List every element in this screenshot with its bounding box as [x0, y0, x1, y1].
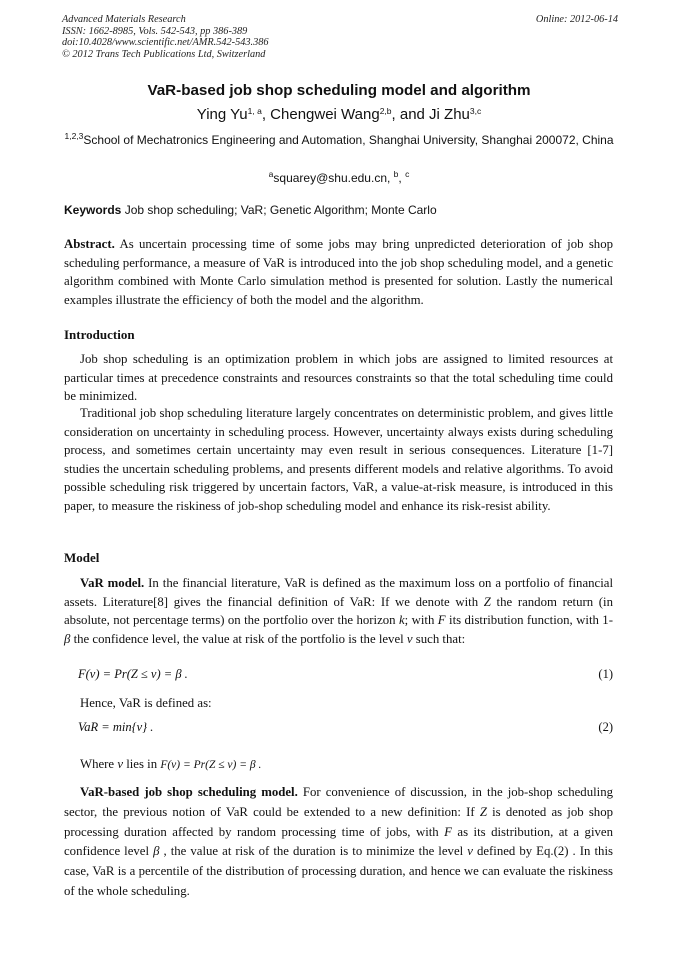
math-var: F	[444, 824, 452, 839]
author-emails	[40, 171, 638, 185]
equation-body: VaR = min{v} .	[78, 720, 154, 734]
author-list	[40, 106, 638, 123]
email-mark: c	[405, 169, 410, 179]
math-var: F	[437, 613, 446, 627]
paragraph-text: as its distribution, at a given confidence level	[64, 824, 613, 859]
math-var: Z	[479, 804, 487, 819]
math-var: v	[406, 631, 413, 646]
keywords	[64, 203, 614, 217]
intro-paragraph-1: Job shop scheduling is an optimization problem in which jobs are assigned to limited resources at particular times at precedence constraints and resources constraints so that the total scheduling time could be minimized.	[64, 352, 613, 403]
paragraph-text: is denoted as job shop processing duration affected by random processing time of jobs, with	[64, 804, 613, 839]
journal-header	[62, 14, 618, 60]
where-text	[64, 755, 613, 775]
paragraph-text: defined by Eq.(2) . In this case, VaR is a percentile of the distribution of processing duration, and hence we can evaluate the riskiness of the whole scheduling.	[64, 844, 613, 898]
author-name: Ji Zhu	[429, 106, 470, 123]
math-var: Z	[483, 594, 491, 609]
affiliation	[64, 133, 614, 148]
author-affil-mark: 3,c	[469, 106, 482, 116]
paragraph-text: the confidence level, the value at risk of the portfolio is the level	[70, 631, 407, 646]
math-var: β	[64, 631, 71, 646]
paragraph-text: such that:	[412, 631, 466, 646]
author-separator: , and	[391, 106, 430, 123]
paragraph-text: , the value at risk of the duration is to minimize the level	[159, 844, 468, 859]
abstract-label: Abstract.	[64, 237, 115, 251]
paragraph-text: For convenience of discussion, in the job-shop scheduling sector, the previous notion of VaR could be extended to a new definition: If	[64, 785, 613, 819]
var-model-label: VaR model.	[80, 576, 145, 590]
keywords-text: Job shop scheduling; VaR; Genetic Algorithm; Monte Carlo	[121, 203, 437, 217]
email-mark: b	[393, 169, 399, 179]
paper-title: VaR-based job shop scheduling model and algorithm	[147, 82, 531, 99]
abstract	[64, 235, 613, 309]
equation-number: (1)	[598, 667, 613, 681]
author-name: Ying Yu	[196, 106, 248, 123]
journal-issn: ISSN: 1662-8985, Vols. 542-543, pp 386-389	[62, 25, 248, 37]
keywords-label: Keywords	[64, 203, 122, 217]
paragraph-text: the random return (in absolute, not percentage terms) on the portfolio over the horizon	[64, 594, 613, 627]
author-affil-mark: 2,b	[379, 106, 392, 116]
math-var: v	[117, 757, 123, 771]
hence-text: Hence, VaR is defined as:	[80, 696, 212, 710]
paragraph-text: In the financial literature, VaR is defined as the maximum loss on a portfolio of financial assets. Literature[8] gives the financial definition of VaR: If we denote with	[64, 576, 613, 609]
var-model-paragraph	[64, 574, 613, 648]
author-name: Chengwei Wang	[270, 106, 380, 123]
paragraph-text: its distribution function, with 1-	[445, 613, 613, 627]
abstract-text: As uncertain processing time of some jobs may bring unpredicted deterioration of job shop scheduling performance, a measure of VaR is introduced into the job shop scheduling model, and a genetic algorithm combined with Monte Carlo simulation method is presented for solution. Lastly the numerical examples illustrate the efficiency of both the model and the algorithm.	[64, 237, 613, 307]
journal-doi: doi:10.4028/www.scientific.net/AMR.542-543.386	[62, 37, 269, 48]
equation-number: (2)	[598, 720, 613, 734]
math-var: k	[398, 613, 405, 627]
email-address: squarey@shu.edu.cn,	[273, 171, 394, 185]
affiliation-mark: 1,2,3	[64, 131, 84, 141]
intro-paragraph-2: Traditional job shop scheduling literature largely concentrates on deterministic problem, and gives little consideration on uncertainty in scheduling process. However, uncertainty always exists during scheduling process, and sometimes certain uncertainty may even result in serious consequences. Literature [1-7] studies the uncertain scheduling problems, and presents different models and relative algorithms. To avoid possible scheduling risk triggered by uncertain factors, VaR, a value-at-risk measure, is introduced in this paper, to measure the riskiness of job-shop scheduling model and enhance its risk-resist ability.	[64, 406, 613, 513]
paragraph-text: Where	[80, 757, 118, 771]
journal-name: Advanced Materials Research	[62, 14, 186, 25]
math-var: v	[467, 844, 473, 859]
author-affil-mark: 1, a	[247, 106, 262, 116]
var-jobshop-paragraph	[64, 783, 613, 902]
author-separator: ,	[261, 106, 271, 123]
section-heading-model: Model	[64, 550, 100, 565]
inline-equation: F(v) = Pr(Z ≤ v) = β .	[160, 759, 262, 771]
email-separator: ,	[398, 171, 406, 185]
email-mark: a	[268, 169, 274, 179]
math-var: β	[153, 844, 160, 859]
section-heading-introduction: Introduction	[64, 327, 135, 342]
paragraph-text: lies in	[123, 757, 161, 771]
equation-body: F(v) = Pr(Z ≤ v) = β .	[78, 667, 188, 681]
journal-copyright: © 2012 Trans Tech Publications Ltd, Switzerland	[62, 48, 266, 60]
var-jobshop-label: VaR-based job shop scheduling model.	[80, 785, 298, 799]
affiliation-text: School of Mechatronics Engineering and Automation, Shanghai University, Shanghai 200072, China	[83, 133, 614, 147]
paragraph-text: ; with	[404, 613, 438, 627]
online-date: Online: 2012-06-14	[535, 14, 618, 25]
